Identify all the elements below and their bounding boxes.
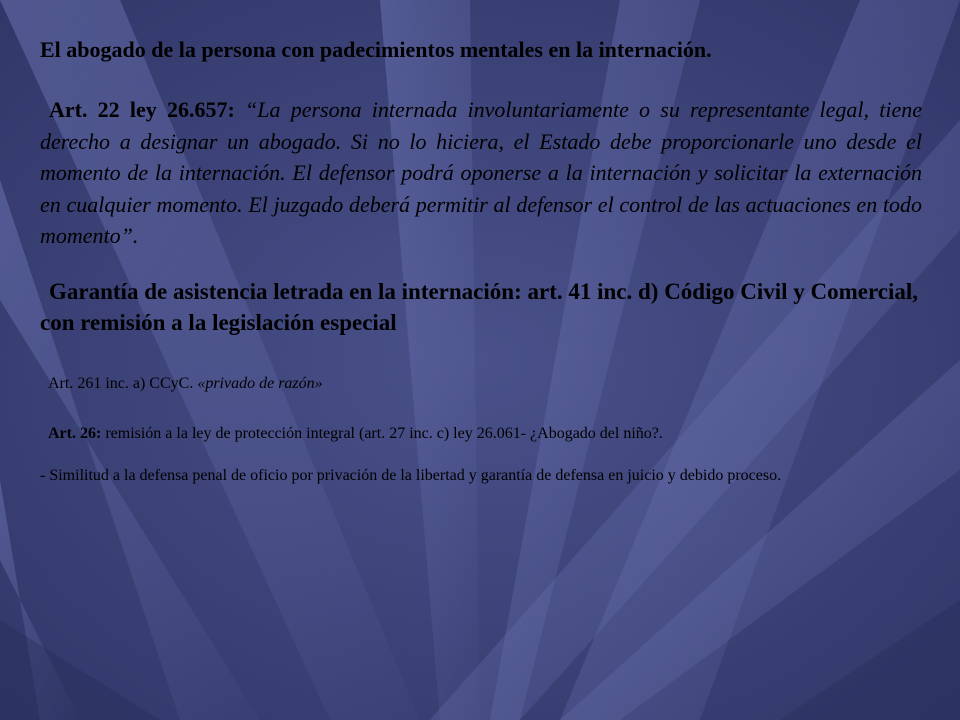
art22-paragraph bbox=[40, 94, 922, 252]
art261-text: Art. 261 inc. a) CCyC. bbox=[48, 374, 198, 392]
similitud-paragraph: - Similitud a la defensa penal de oficio por privación de la libertad y garantía de defensa en juicio y debido proceso. bbox=[40, 466, 782, 484]
art261-paragraph bbox=[40, 372, 922, 396]
garantia-paragraph: Garantía de asistencia letrada en la internación: art. 41 inc. d) Código Civil y Comercial, con remisión a la legislación especial bbox=[40, 278, 919, 335]
slide-heading: El abogado de la persona con padecimientos mentales en la internación. bbox=[40, 37, 712, 62]
art26-label: Art. 26: bbox=[48, 424, 102, 442]
art26-text: remisión a la ley de protección integral (art. 27 inc. c) ley 26.061- ¿Abogado del niño?. bbox=[101, 424, 663, 442]
art22-quote: “La persona internada involuntariamente o su representante legal, tiene derecho a designar un abogado. Si no lo hiciera, el Estado debe proporcionarle uno desde el momento de la internación. El defensor podrá oponerse a la internación y solicitar la externación en cualquier momento. El juzgado deberá permitir al defensor el control de las actuaciones en todo momento”. bbox=[40, 97, 923, 248]
art22-label: Art. 22 ley 26.657: bbox=[49, 97, 235, 122]
art261-quote: «privado de razón» bbox=[197, 374, 323, 392]
art26-paragraph bbox=[40, 422, 922, 446]
slide-content bbox=[40, 30, 922, 488]
